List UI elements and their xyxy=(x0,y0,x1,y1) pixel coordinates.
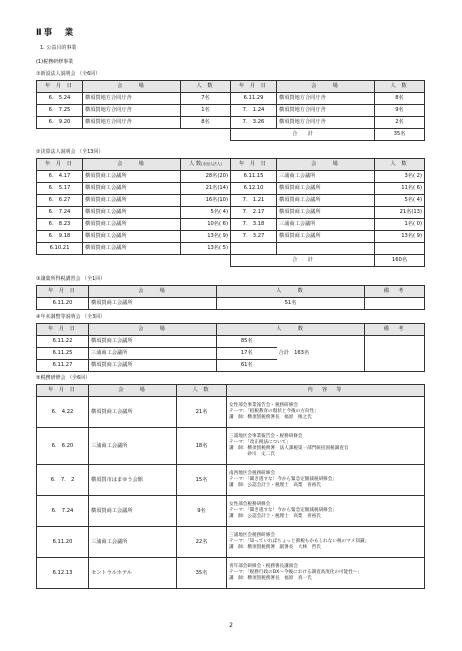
s5-r2-line2: 講 師：公認会計士・税理士 高梨 喜裕氏 xyxy=(229,483,321,489)
table-row xyxy=(37,219,425,231)
s5-r1-count: 18名 xyxy=(177,428,227,465)
s2-r2-date2: 7. 1.21 xyxy=(231,195,277,207)
s5-r0-line2: 講 師：横須賀税務署長 福原 俊之氏 xyxy=(229,415,312,421)
s5-r2-content xyxy=(227,465,425,496)
s5-r0-line0: 女性部会事業報告会・税務研修会 xyxy=(229,402,298,408)
s1-total: 35名 xyxy=(375,129,425,141)
s2-r1-date2: 6.12.10 xyxy=(231,183,277,195)
s5-r1-line1: テーマ：「改正税法について」 xyxy=(229,439,291,445)
s5-r1-line3: 砂川 丈二氏 xyxy=(229,452,275,458)
s1-r2-count2: 2名 xyxy=(375,117,425,129)
s2-r1-venue2: 横須賀商工会議所 xyxy=(277,183,375,195)
s2-r0-date2: 6.11.15 xyxy=(231,171,277,183)
s5-r2-count: 15名 xyxy=(177,465,227,496)
s5-r0-content xyxy=(227,397,425,428)
s4-title: ④年末調整等説明会 （全3回） xyxy=(36,314,106,320)
s2-r1-count2: 11名( 6) xyxy=(375,183,425,195)
s5-r4-line0: 三浦地区会税務研修会 xyxy=(229,532,275,538)
s5-h1: 会 場 xyxy=(89,385,177,397)
s5-r4-line1: テーマ：「知っていればちょっと節税もかもしれない税のマメ知識」 xyxy=(229,538,370,544)
s5-r5-venue: セントラルホテル xyxy=(89,558,177,589)
s5-r0-count: 21名 xyxy=(177,397,227,428)
table-row xyxy=(37,93,425,105)
s2-table xyxy=(36,158,425,267)
s2-r0-count: 28名(20) xyxy=(181,171,231,183)
s5-r3-count: 9名 xyxy=(177,496,227,527)
s5-h3: 内 容 等 xyxy=(227,385,425,397)
table-row xyxy=(37,183,425,195)
s2-h6: 人 数 xyxy=(375,159,425,171)
s5-r2-date: 6. 7. 2 xyxy=(37,465,89,496)
s5-r3-line0: 女性部会税務研修会 xyxy=(229,501,271,507)
s2-r4-count: 10名( 6) xyxy=(181,219,231,231)
s2-r4-date2: 7. 3.18 xyxy=(231,219,277,231)
table-row xyxy=(37,527,425,558)
table-row xyxy=(37,207,425,219)
s5-r1-date: 6. 6.20 xyxy=(37,428,89,465)
s2-r2-venue: 横須賀商工会議所 xyxy=(83,195,181,207)
s1-r0-count: 7名 xyxy=(181,93,231,105)
s4-r1-count: 17名 xyxy=(217,348,277,360)
s5-r5-line2: 講 師：横須賀税務署長 福原 真一氏 xyxy=(229,576,312,582)
s5-r5-line0: 青年部会研修会・税務署長講演会 xyxy=(229,563,298,569)
table-row xyxy=(37,105,425,117)
s2-r2-date: 6. 6.27 xyxy=(37,195,83,207)
table-row xyxy=(37,298,425,310)
s5-r3-date: 6. 7.24 xyxy=(37,496,89,527)
s2-r3-date2: 7. 2.17 xyxy=(231,207,277,219)
s1-table xyxy=(36,80,425,141)
s2-r5-count: 13名( 9) xyxy=(181,231,231,243)
s1-r1-venue2: 横須賀地方合同庁舎 xyxy=(277,105,375,117)
s2-total: 160名 xyxy=(375,255,425,267)
s2-r3-venue: 横須賀商工会議所 xyxy=(83,207,181,219)
s1-r1-date: 6. 7.25 xyxy=(37,105,83,117)
s2-r4-date: 6. 8.23 xyxy=(37,219,83,231)
s2-r0-venue: 横須賀商工会議所 xyxy=(83,171,181,183)
s1-r0-date: 6. 5.24 xyxy=(37,93,83,105)
s2-r6-date: 6.10.21 xyxy=(37,243,83,255)
s5-r4-count: 22名 xyxy=(177,527,227,558)
s3-h1: 会 場 xyxy=(89,286,217,298)
s4-r2-date: 6.11.27 xyxy=(37,360,89,372)
s1-r1-date2: 7. 1.24 xyxy=(231,105,277,117)
s2-r5-venue: 横須賀商工会議所 xyxy=(83,231,181,243)
s5-r3-line1: テーマ：「聞き逃すな！今から緊急定額減税研修会」 xyxy=(229,507,337,513)
s5-r1-line0: 三浦地区会事業報告会・税務研修会 xyxy=(229,433,303,439)
s4-r1-venue: 三浦商工会議所 xyxy=(89,348,217,360)
s4-r0-venue: 横須賀商工会議所 xyxy=(89,336,217,348)
s5-r3-venue: 横須賀商工会議所 xyxy=(89,496,177,527)
s3-h2: 人 数 xyxy=(217,286,365,298)
s5-h0: 年 月 日 xyxy=(37,385,89,397)
s2-r5-date2: 7. 3.27 xyxy=(231,231,277,243)
s3-title: ③譲葉所得税講習会 （全1回） xyxy=(36,276,106,282)
s3-note xyxy=(365,298,425,310)
s1-title: ①新設法人説明会 （全6回） xyxy=(36,71,101,77)
s2-h1: 会 場 xyxy=(83,159,181,171)
table-row xyxy=(37,465,425,496)
s2-r6-count: 13名( 5) xyxy=(181,243,231,255)
s5-r5-count: 35名 xyxy=(177,558,227,589)
s4-h0: 年 月 日 xyxy=(37,324,89,336)
s1-r2-count: 8名 xyxy=(181,117,231,129)
s1-h0: 年 月 日 xyxy=(37,81,83,93)
s2-r2-count2: 5名( 4) xyxy=(375,195,425,207)
s3-venue: 横須賀商工会議所 xyxy=(89,298,217,310)
s2-r4-venue: 横須賀商工会議所 xyxy=(83,219,181,231)
table-row xyxy=(37,558,425,589)
s5-r4-line2: 講 師：横須賀税務署 副署長 大林 哲氏 xyxy=(229,545,321,551)
subheading-public-interest: 1. 公益目的事業 xyxy=(40,45,77,51)
s1-total-label: 合 計 xyxy=(231,129,375,141)
s2-r0-count2: 3名( 2) xyxy=(375,171,425,183)
s2-r6-venue: 横須賀商工会議所 xyxy=(83,243,181,255)
s3-count: 51名 xyxy=(217,298,365,310)
s3-h3: 備 考 xyxy=(365,286,425,298)
s2-r5-venue2: 横須賀商工会議所 xyxy=(277,231,375,243)
s4-table xyxy=(36,323,425,372)
s1-h3: 年 月 日 xyxy=(231,81,277,93)
s1-r0-date2: 6.11.29 xyxy=(231,93,277,105)
s1-h4: 会 場 xyxy=(277,81,375,93)
s4-total: 合計 163名 xyxy=(277,336,365,372)
s5-r3-content xyxy=(227,496,425,527)
s1-h1: 会 場 xyxy=(83,81,181,93)
s1-r1-count: 1名 xyxy=(181,105,231,117)
s4-r0-date: 6.11.22 xyxy=(37,336,89,348)
s2-r3-count2: 21名(13) xyxy=(375,207,425,219)
s5-r4-content xyxy=(227,527,425,558)
s5-r2-line1: テーマ：「聞き逃すな！今から緊急定額減税研修会」 xyxy=(229,476,337,482)
s4-h3: 備 考 xyxy=(365,324,425,336)
s1-r2-date: 6. 9.20 xyxy=(37,117,83,129)
s1-r2-date2: 7. 3.26 xyxy=(231,117,277,129)
s5-r4-date: 6.11.20 xyxy=(37,527,89,558)
s2-r2-count: 16名(10) xyxy=(181,195,231,207)
s5-r5-line1: テーマ：「税務行政のDX～今後における調査高度化の可能性～」 xyxy=(229,569,363,575)
table-row xyxy=(37,428,425,465)
s2-r3-count: 5名( 4) xyxy=(181,207,231,219)
s2-r5-date: 6. 9.18 xyxy=(37,231,83,243)
s5-r3-line2: 講 師：公認会計士・税理士 高梨 喜裕氏 xyxy=(229,514,321,520)
s5-r5-date: 6.12.13 xyxy=(37,558,89,589)
s2-h4: 年 月 日 xyxy=(231,159,277,171)
table-row xyxy=(37,117,425,129)
s2-r3-date: 6. 7.24 xyxy=(37,207,83,219)
s3-h0: 年 月 日 xyxy=(37,286,89,298)
s2-r1-venue: 横須賀商工会議所 xyxy=(83,183,181,195)
s3-date: 6.11.20 xyxy=(37,298,89,310)
s5-r0-line1: テーマ：「租税教育の現状と今後の方向性」 xyxy=(229,408,319,414)
s2-r4-venue2: 三浦商工会議所 xyxy=(277,219,375,231)
s5-r1-content xyxy=(227,428,425,465)
s1-h5: 人 数 xyxy=(375,81,425,93)
table-row xyxy=(37,195,425,207)
s2-r0-date: 6. 4.17 xyxy=(37,171,83,183)
s2-h2-count: 人 数 xyxy=(189,161,202,167)
s4-h2: 人 数 xyxy=(217,324,365,336)
s2-r3-venue2: 横須賀商工会議所 xyxy=(277,207,375,219)
table-row xyxy=(37,397,425,428)
s4-r2-count: 61名 xyxy=(217,360,277,372)
s5-r1-venue: 三浦商工会議所 xyxy=(89,428,177,465)
s2-h5: 会 場 xyxy=(277,159,375,171)
section-heading: Ⅱ事 業 xyxy=(36,28,76,38)
subheading-tax-training: (1)税務研修事業 xyxy=(36,59,74,65)
table-row xyxy=(37,171,425,183)
s1-r0-venue: 横須賀地方合同庁舎 xyxy=(83,93,181,105)
s5-r2-venue: 横須賀市はまゆう会館 xyxy=(89,465,177,496)
s2-h0: 年 月 日 xyxy=(37,159,83,171)
s5-title: ⑤税務研修会 （全6回） xyxy=(36,375,91,381)
s5-h2: 人 数 xyxy=(177,385,227,397)
s2-r4-count2: 1名( 0) xyxy=(375,219,425,231)
s5-r4-venue: 三浦商工会議所 xyxy=(89,527,177,558)
s2-r0-venue2: 三浦商工会議所 xyxy=(277,171,375,183)
table-row xyxy=(37,231,425,243)
s4-h1: 会 場 xyxy=(89,324,217,336)
table-row xyxy=(37,243,425,255)
s2-h2 xyxy=(181,159,231,171)
s1-r1-venue: 横須賀地方合同庁舎 xyxy=(83,105,181,117)
page-number: 2 xyxy=(229,622,233,629)
s2-title: ②決算法人説明会 （全13回） xyxy=(36,149,104,155)
s2-r5-count2: 13名( 9) xyxy=(375,231,425,243)
s2-r1-count: 21名(14) xyxy=(181,183,231,195)
s2-r2-venue2: 横須賀商工会議所 xyxy=(277,195,375,207)
s4-r1-date: 6.11.25 xyxy=(37,348,89,360)
s2-r1-date: 6. 5.17 xyxy=(37,183,83,195)
s4-r0-count: 85名 xyxy=(217,336,277,348)
s1-h2: 人 数 xyxy=(181,81,231,93)
s3-table xyxy=(36,285,425,310)
s5-r1-line2: 講 師：横須賀税務署 法人課税第一部門統括国税調査官 xyxy=(229,446,349,451)
s1-r2-venue: 横須賀地方合同庁舎 xyxy=(83,117,181,129)
s1-r0-count2: 8名 xyxy=(375,93,425,105)
s5-r5-content xyxy=(227,558,425,589)
s5-table xyxy=(36,384,425,589)
s2-h2-note: (未加入法人) xyxy=(201,162,222,166)
s1-r0-venue2: 横須賀地方合同庁舎 xyxy=(277,93,375,105)
table-row xyxy=(37,496,425,527)
s1-r1-count2: 9名 xyxy=(375,105,425,117)
s1-r2-venue2: 横須賀地方合同庁舎 xyxy=(277,117,375,129)
s5-r2-line0: 南西地区会税務研修会 xyxy=(229,470,275,476)
s5-r0-venue: 横須賀商工会議所 xyxy=(89,397,177,428)
table-row xyxy=(37,336,425,348)
s2-total-label: 合 計 xyxy=(231,255,375,267)
s4-r2-venue: 横須賀商工会議所 xyxy=(89,360,217,372)
s5-r0-date: 6. 4.22 xyxy=(37,397,89,428)
